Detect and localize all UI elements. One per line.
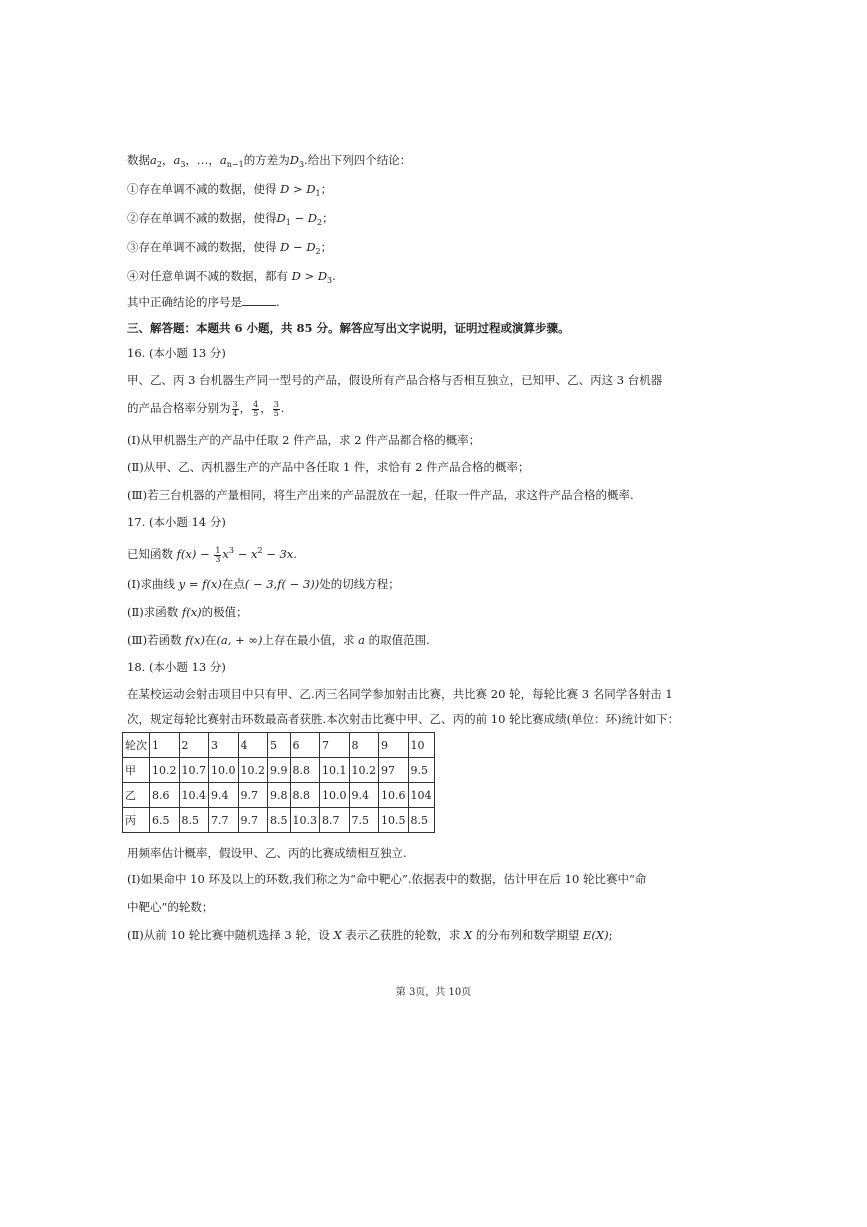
conclusion-1 (127, 181, 332, 202)
text: .给出下列四个结论： (304, 153, 412, 167)
math-expr: f(x) (181, 605, 202, 619)
text: 的产品合格率分别为 (127, 401, 231, 415)
subscript: 1 (315, 189, 321, 198)
conclusion-4 (127, 268, 336, 289)
math-var: X (333, 928, 342, 942)
text: 其中正确结论的序号是 (127, 295, 242, 309)
table-row (123, 783, 435, 808)
problem-18-part-2 (127, 927, 612, 943)
row-label-cell: 轮次 (123, 733, 150, 758)
problem-17-part-3 (127, 632, 430, 648)
text: 存在单调不减的数据，使得 (138, 182, 277, 196)
table-cell: 8.5 (179, 808, 209, 833)
numerator: 3 (232, 399, 238, 409)
table-cell: 97 (379, 758, 409, 783)
fraction (214, 547, 221, 564)
problem-18-header: 18. (本小题 13 分) (127, 660, 226, 674)
math-expr: ( − 3,f( − 3)) (244, 577, 320, 591)
table-cell: 10.2 (349, 758, 379, 783)
text: (Ⅲ)若函数 (127, 633, 186, 647)
answer-blank[interactable] (242, 294, 276, 306)
table-cell: 9.9 (268, 758, 291, 783)
math-D: D (289, 153, 299, 167)
problem-17-stem (127, 543, 297, 564)
fraction (232, 401, 239, 418)
problem-18-note: 用频率估计概率，假设甲、乙、丙的比赛成绩相互独立. (127, 846, 407, 860)
text: 数据 (127, 153, 150, 167)
subscript: 3 (327, 276, 333, 285)
table-cell: 7.7 (209, 808, 239, 833)
problem-16-rates: 的产品合格率分别为 $\frac{3}{4}$ ， $\frac{4}{5}$ ， $\frac{3}{5}$ . (127, 399, 285, 418)
table-cell: 9.4 (349, 783, 379, 808)
text: (Ⅰ)求曲线 (127, 577, 179, 591)
superscript: 2 (257, 546, 263, 555)
table-cell: 6 (290, 733, 320, 758)
text: 存在单调不减的数据，使得 (138, 240, 277, 254)
table-cell: 8.7 (320, 808, 350, 833)
section-heading: 三、解答题：本题共 6 小题，共 85 分。解答应写出文字说明，证明过程或演算步骤。 (127, 321, 570, 335)
numerator: 3 (273, 399, 279, 409)
text: (Ⅱ)从前 10 轮比赛中随机选择 3 轮，设 (127, 928, 334, 942)
table-cell: 2 (179, 733, 209, 758)
problem-17-part-1 (127, 576, 400, 592)
table-cell: 8.5 (268, 808, 291, 833)
conclusion-3 (127, 239, 332, 260)
problem-17-part-2 (127, 604, 248, 620)
text: ，…， (185, 153, 220, 167)
text: 存在单调不减的数据，使得 (138, 211, 277, 225)
problem-18-stem-1: 在某校运动会射击项目中只有甲、乙.丙三名同学参加射击比赛，共比赛 20 轮，每轮比赛 3 名同学各射击 1 (127, 687, 673, 701)
subscript: 1 (285, 218, 291, 227)
subscript: 2 (156, 160, 162, 169)
text: 已知函数 (127, 547, 177, 561)
math-var: X (464, 928, 473, 942)
problem-17-header: 17. (本小题 14 分) (127, 515, 226, 529)
math-expr: (a, + ∞) (216, 633, 263, 647)
scores-table-body (123, 733, 435, 833)
math-expr: − D (290, 211, 317, 225)
table-cell: 10.0 (320, 783, 350, 808)
answer-prompt (127, 294, 280, 310)
table-cell: 10 (408, 733, 434, 758)
table-cell: 10.2 (238, 758, 268, 783)
page-footer: 第 3页，共 10页 (395, 987, 472, 998)
subscript: 3 (180, 160, 186, 169)
denominator: 4 (232, 408, 238, 418)
problem-18-part-1-line-1: (Ⅰ)如果命中 10 环及以上的环数,我们称之为“命中靶心”.依据表中的数据，估计甲在后 10 轮比赛中“命 (127, 872, 647, 886)
table-cell: 104 (408, 783, 434, 808)
text: 在 (204, 633, 217, 647)
math-expr: D (276, 211, 286, 225)
math-expr: D > D (280, 182, 316, 196)
table-cell: 9.7 (238, 808, 268, 833)
problem-16-part-3: (Ⅲ)若三台机器的产量相同，将生产出来的产品混放在一起，任取一件产品，求这件产品合格的概率. (127, 488, 634, 502)
math-expr: − x (234, 547, 258, 561)
problem-18-part-1-line-2: 中靶心”的轮数； (127, 900, 214, 914)
table-cell: 9.4 (209, 783, 239, 808)
table-row (123, 808, 435, 833)
problem-18-stem-2: 次，规定每轮比赛射击环数最高者获胜.本次射击比赛中甲、乙、丙的前 10 轮比赛成绩(单位：环)统计如下： (127, 712, 680, 726)
text: 的方差为 (243, 153, 290, 167)
table-cell: 10.1 (320, 758, 350, 783)
table-cell: 4 (238, 733, 268, 758)
math-expr: f(x) (185, 633, 205, 647)
table-cell: 7 (320, 733, 350, 758)
table-cell: 10.6 (379, 783, 409, 808)
table-cell: 10.4 (179, 783, 209, 808)
subscript: 2 (315, 247, 321, 256)
table-cell: 5 (268, 733, 291, 758)
numerator: 4 (253, 399, 259, 409)
row-label-cell: 丙 (123, 808, 150, 833)
denominator: 5 (273, 408, 279, 418)
circled-number: ④ (127, 269, 139, 283)
table-cell: 10.0 (209, 758, 239, 783)
scores-table (122, 732, 435, 833)
numerator: 1 (215, 545, 221, 555)
text: . (276, 295, 280, 309)
table-cell: 10.5 (379, 808, 409, 833)
table-cell: 8.8 (290, 783, 320, 808)
table-cell: 10.2 (150, 758, 180, 783)
table-cell: 10.7 (179, 758, 209, 783)
table-cell: 3 (209, 733, 239, 758)
fraction (273, 401, 280, 418)
problem-16-part-1: (Ⅰ)从甲机器生产的产品中任取 2 件产品，求 2 件产品都合格的概率； (127, 433, 481, 447)
row-label-cell: 乙 (123, 783, 150, 808)
circled-number: ③ (127, 240, 139, 254)
circled-number: ② (127, 211, 139, 225)
table-cell: 6.5 (150, 808, 180, 833)
problem-16-stem: 甲、乙、丙 3 台机器生产同一型号的产品，假设所有产品合格与否相互独立，已知甲、乙、丙这 3 台机器 (127, 373, 663, 387)
text: 对任意单调不减的数据，都有 (138, 269, 288, 283)
text: 上存在最小值，求 (262, 633, 359, 647)
table-cell: 9 (379, 733, 409, 758)
table-row (123, 758, 435, 783)
data-variance-line (127, 152, 411, 173)
text: . (332, 269, 336, 283)
math-expr: f(x) − (176, 547, 214, 561)
math-expr: y = f(x) (178, 577, 222, 591)
denominator: 5 (253, 408, 259, 418)
subscript: 3 (298, 160, 305, 169)
denominator: 3 (215, 554, 221, 564)
text: 的分布列和数学期望 (472, 928, 584, 942)
table-cell: 10.3 (290, 808, 320, 833)
table-cell: 1 (150, 733, 180, 758)
table-cell: 9.8 (268, 783, 291, 808)
text: (Ⅱ)求函数 (127, 605, 182, 619)
text: . (280, 401, 285, 415)
math-expr: D > D (291, 269, 328, 283)
fraction (252, 401, 259, 418)
table-header-row (123, 733, 435, 758)
text: 表示乙获胜的轮数，求 (341, 928, 465, 942)
text: 的取值范围. (364, 633, 430, 647)
math-expr: D − D (280, 240, 316, 254)
subscript: 2 (317, 218, 323, 227)
text: 处的切线方程； (319, 577, 400, 591)
text: 的极值； (201, 605, 248, 619)
math-expr: − 3x. (262, 547, 297, 561)
text: ; (608, 928, 613, 942)
table-cell: 8.6 (150, 783, 180, 808)
problem-16-header: 16. (本小题 13 分) (127, 346, 226, 360)
math-var: a (358, 633, 365, 647)
math-a: a (173, 153, 181, 167)
text: ； (320, 240, 333, 254)
table-cell: 8.5 (408, 808, 434, 833)
table-cell: 8 (349, 733, 379, 758)
subscript: n−1 (226, 160, 244, 169)
conclusion-2 (127, 210, 334, 231)
circled-number: ① (127, 182, 139, 196)
row-label-cell: 甲 (123, 758, 150, 783)
math-a: a (150, 153, 157, 167)
text: ； (320, 182, 333, 196)
table-cell: 9.7 (238, 783, 268, 808)
math-expr: E(X) (583, 928, 609, 942)
text: ； (322, 211, 334, 225)
superscript: 3 (228, 546, 235, 555)
text: ， (161, 153, 174, 167)
text: 在点 (221, 577, 245, 591)
table-cell: 7.5 (349, 808, 379, 833)
math-expr: x (222, 547, 229, 561)
table-cell: 9.5 (408, 758, 434, 783)
problem-16-part-2: (Ⅱ)从甲、乙、丙机器生产的产品中各任取 1 件，求恰有 2 件产品合格的概率； (127, 460, 530, 474)
table-cell: 8.8 (290, 758, 320, 783)
math-a: a (219, 153, 227, 167)
